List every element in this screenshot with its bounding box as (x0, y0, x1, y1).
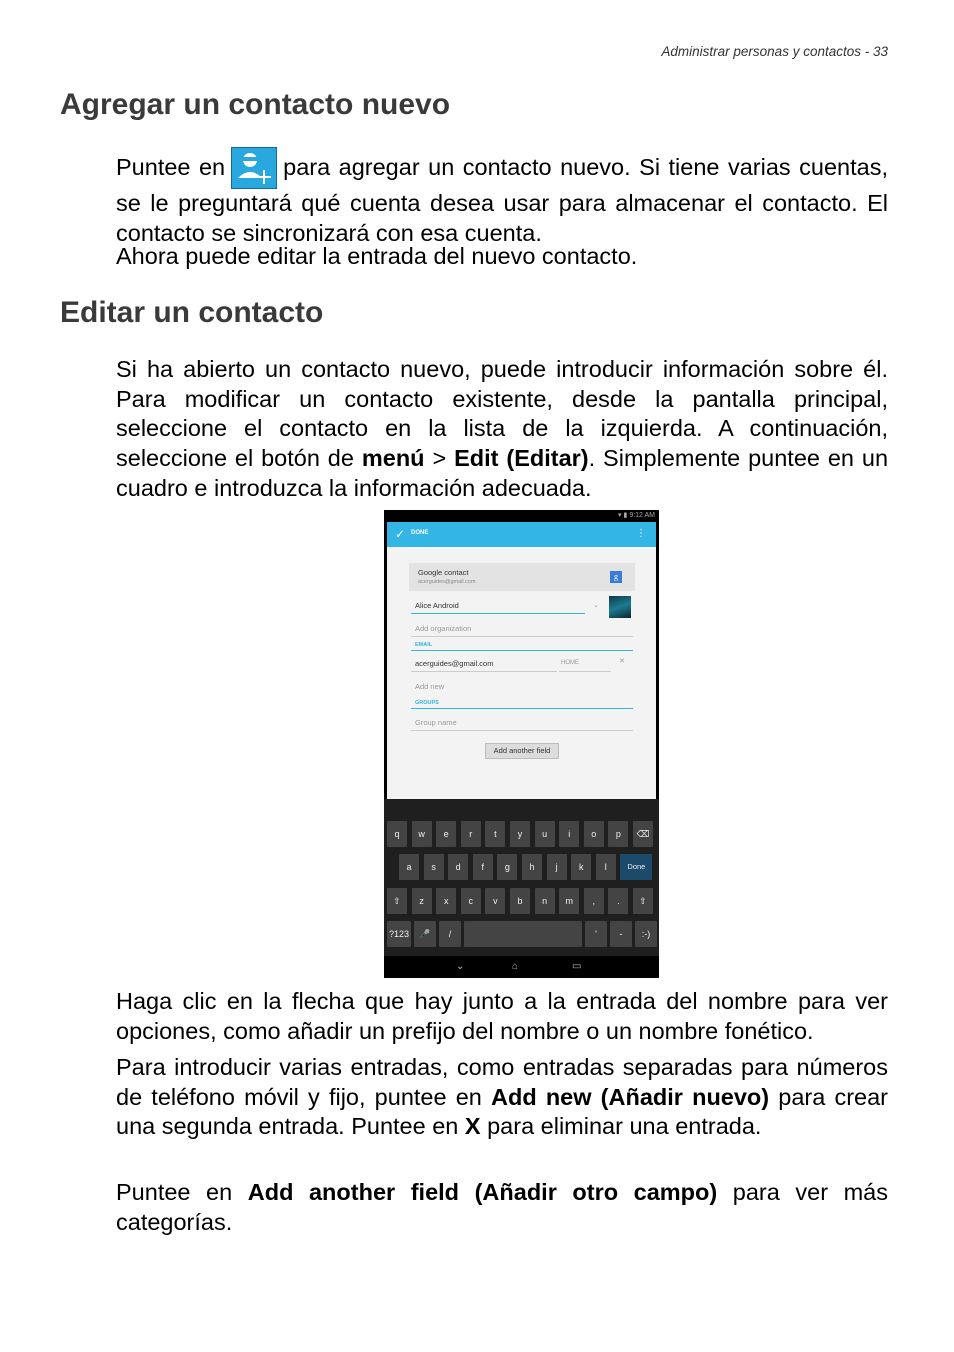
wifi-icon: ▾ (618, 512, 622, 519)
google-icon: g (610, 571, 622, 583)
contact-form (387, 547, 656, 799)
text-segment: > (432, 445, 447, 472)
keyboard-key[interactable]: a (399, 854, 419, 880)
spacebar-key[interactable] (464, 921, 582, 947)
menu-term: menú (361, 445, 425, 472)
organization-field[interactable]: Add organization (415, 624, 472, 633)
keyboard-key[interactable]: , (584, 888, 604, 914)
keyboard-key[interactable]: k (571, 854, 591, 880)
keyboard-key[interactable]: :-) (635, 921, 657, 947)
paragraph-multiple-entries (116, 1053, 888, 1142)
keyboard-key[interactable]: x (436, 888, 456, 914)
home-icon[interactable]: ⌂ (512, 961, 519, 972)
status-ampm: AM (644, 512, 655, 519)
name-field[interactable]: Alice Android (415, 601, 459, 610)
keyboard-key[interactable]: z (412, 888, 432, 914)
contact-photo[interactable] (609, 596, 631, 618)
status-time: 9:12 (629, 512, 643, 519)
onscreen-keyboard (384, 799, 659, 956)
keyboard-key[interactable]: j (547, 854, 567, 880)
keyboard-key[interactable]: d (448, 854, 468, 880)
keyboard-key[interactable]: 🎤 (414, 921, 436, 947)
name-field-underline (411, 613, 585, 614)
email-type-underline (559, 671, 611, 672)
email-field[interactable]: acerguides@gmail.com (415, 659, 494, 668)
keyboard-key[interactable]: q (387, 821, 407, 847)
keyboard-key[interactable]: / (439, 921, 461, 947)
section-underline (411, 708, 633, 709)
overflow-menu-icon[interactable]: ⋮ (636, 528, 646, 539)
recent-apps-icon[interactable]: ▭ (572, 961, 582, 972)
add-another-field-term: Add another field (Añadir otro campo) (247, 1179, 718, 1205)
edit-term: Edit (Editar) (454, 445, 589, 472)
keyboard-key[interactable]: f (473, 854, 493, 880)
group-underline (411, 730, 633, 731)
text-segment: Puntee en (116, 1179, 233, 1205)
keyboard-key[interactable]: ⇧ (387, 888, 407, 914)
status-bar (384, 510, 659, 522)
chevron-down-icon[interactable]: ⌄ (593, 602, 599, 609)
text-segment: para eliminar una entrada. (487, 1113, 762, 1140)
section-title-edit-contact: Editar un contacto (60, 296, 324, 329)
keyboard-key[interactable]: Done (620, 854, 652, 880)
section-underline (411, 650, 633, 651)
paragraph-edit-contact (116, 355, 888, 504)
text-segment: para agregar un contacto nuevo. Si tiene varias cuentas, se le preguntará qué cuenta desea usar para almacenar el contacto. El contacto se sincronizará con esa cuenta. (116, 154, 888, 246)
add-new-email[interactable]: Add new (415, 682, 445, 691)
paragraph-name-options: Haga clic en la flecha que hay junto a la entrada del nombre para ver opciones, como añadir un prefijo del nombre o un nombre fonético. (116, 988, 888, 1044)
keyboard-key[interactable]: ⇧ (633, 888, 653, 914)
keyboard-key[interactable]: c (461, 888, 481, 914)
paragraph-edit-entry: Ahora puede editar la entrada del nuevo contacto. (116, 243, 638, 269)
email-underline (411, 671, 557, 672)
text-segment: Puntee en (116, 154, 226, 180)
keyboard-key[interactable]: - (610, 921, 632, 947)
email-section-label: EMAIL (415, 642, 433, 648)
keyboard-key[interactable]: t (485, 821, 505, 847)
keyboard-key[interactable]: ?123 (387, 921, 411, 947)
back-icon[interactable]: ⌄ (456, 961, 465, 972)
keyboard-key[interactable]: h (522, 854, 542, 880)
keyboard-key[interactable]: ' (585, 921, 607, 947)
keyboard-key[interactable]: p (608, 821, 628, 847)
text-segment: Para introducir varias entradas, como entradas separadas para números de teléfono móvil y fijo, puntee en (116, 1054, 888, 1110)
keyboard-key[interactable]: v (485, 888, 505, 914)
keyboard-key[interactable]: r (461, 821, 481, 847)
edit-contact-screenshot (384, 510, 659, 978)
add-new-term: Add new (Añadir nuevo) (491, 1083, 770, 1110)
done-label[interactable]: DONE (411, 530, 429, 536)
keyboard-key[interactable]: b (510, 888, 530, 914)
keyboard-key[interactable]: e (436, 821, 456, 847)
page-header: Administrar personas y contactos - 33 (661, 44, 888, 59)
account-card (409, 563, 635, 591)
add-another-field-button[interactable]: Add another field (485, 743, 559, 759)
paragraph-add-contact (116, 147, 888, 248)
keyboard-key[interactable]: m (559, 888, 579, 914)
text-segment: para crear una segunda entrada. Puntee en (116, 1083, 889, 1140)
groups-section-label: GROUPS (415, 700, 439, 706)
navigation-bar (384, 956, 659, 978)
keyboard-key[interactable]: o (584, 821, 604, 847)
keyboard-key[interactable]: l (596, 854, 616, 880)
action-bar (387, 522, 656, 547)
email-type-select[interactable]: HOME (561, 660, 579, 666)
keyboard-key[interactable]: u (535, 821, 555, 847)
keyboard-key[interactable]: i (559, 821, 579, 847)
keyboard-key[interactable]: n (535, 888, 555, 914)
account-title: Google contact (418, 568, 469, 577)
battery-icon: ▮ (623, 512, 628, 519)
account-email: acerguides@gmail.com (418, 579, 476, 585)
remove-email-icon[interactable]: ✕ (619, 658, 625, 665)
text-segment: para ver más categorías. (116, 1179, 888, 1235)
divider (411, 636, 633, 637)
text-segment: . Simplemente puntee en un cuadro e introduzca la información adecuada. (116, 445, 889, 501)
section-title-add-contact: Agregar un contacto nuevo (60, 88, 451, 121)
paragraph-add-field (116, 1178, 888, 1237)
keyboard-key[interactable]: ⌫ (633, 821, 653, 847)
keyboard-key[interactable]: g (497, 854, 517, 880)
keyboard-key[interactable]: . (608, 888, 628, 914)
text-segment: Si ha abierto un contacto nuevo, puede introducir información sobre él. Para modificar un contacto existente, desde la pantalla principal, seleccione el contacto en la lista de la izquierda. A continuación, seleccione el botón de (116, 356, 888, 472)
group-name-field[interactable]: Group name (415, 718, 457, 727)
check-icon[interactable]: ✓ (395, 527, 406, 541)
keyboard-key[interactable]: s (424, 854, 444, 880)
keyboard-key[interactable]: y (510, 821, 530, 847)
add-contact-icon (231, 147, 277, 189)
keyboard-key[interactable]: w (412, 821, 432, 847)
x-term: X (464, 1113, 481, 1140)
